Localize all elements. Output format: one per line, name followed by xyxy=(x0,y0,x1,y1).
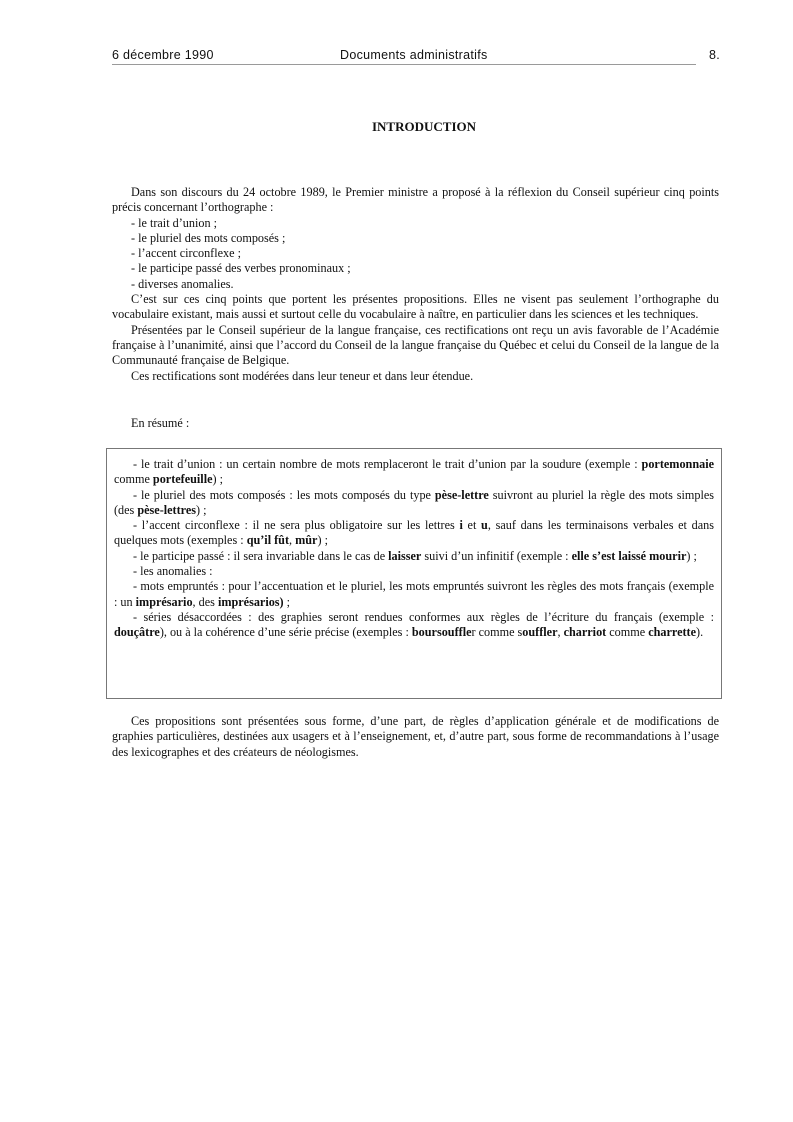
summary-pluriel: - le pluriel des mots composés : les mots composés du type pèse-lettre suivront au pluriel la règle des mots simples (des pèse-lettres) ; xyxy=(114,487,715,517)
closing-paragraph: Ces propositions sont présentées sous forme, d’une part, de règles d’application générale et de modifications de graphies particulières, destinées aux usagers et à l’enseignement, et, d’autre part, sous forme de recommandations à l’usage des lexicographes et des créateurs de néologismes. xyxy=(112,714,719,759)
intro-paragraph-4: Ces rectifications sont modérées dans leur teneur et dans leur étendue. xyxy=(131,368,474,383)
running-header xyxy=(112,48,720,68)
summary-anomalies: - les anomalies : xyxy=(133,564,213,579)
header-date: 6 décembre 1990 xyxy=(112,48,214,62)
point-item: - l’accent circonflexe ; xyxy=(131,246,241,261)
summary-participe: - le participe passé : il sera invariable dans le cas de laisser suivi d’un infinitif (exemple : elle s’est laissé mourir) ; xyxy=(133,548,697,563)
summary-series: - séries désaccordées : des graphies seront rendues conformes aux règles de l’écriture du français (exemple : douçâtre), ou à la cohérence d’une série précise (exemples : boursouffler comme souffler, charriot comme charrette). xyxy=(114,609,714,640)
point-item: - le trait d’union ; xyxy=(131,215,217,230)
intro-paragraph-3: Présentées par le Conseil supérieur de la langue française, ces rectifications ont reçu un avis favorable de l’Académie française à l’unanimité, ainsi que l’accord du Conseil de la langue française du Québec et celui du Conseil de la langue de la Communauté française de Belgique. xyxy=(112,322,719,368)
summary-trait-union: - le trait d’union : un certain nombre de mots remplaceront le trait d’union par la soudure (exemple : portemonnaie comme portefeuille) ; xyxy=(114,457,714,487)
header-page-number: 8. xyxy=(708,48,720,62)
intro-paragraph-1: Dans son discours du 24 octobre 1989, le Premier ministre a proposé à la réflexion du Conseil supérieur cinq points précis concernant l’orthographe : xyxy=(112,185,719,215)
closing-section xyxy=(112,714,719,760)
resume-label-block xyxy=(112,416,719,431)
header-rule xyxy=(112,64,696,65)
intro-section xyxy=(112,185,719,384)
summary-box xyxy=(106,448,722,699)
intro-paragraph-2: C’est sur ces cinq points que portent les présentes propositions. Elles ne visent pas seulement l’orthographe du vocabulaire existant, mais aussi et surtout celle du vocabulaire à naître, en particulier dans les sciences et les techniques. xyxy=(112,292,719,322)
point-item: - le pluriel des mots composés ; xyxy=(131,230,286,245)
point-item: - le participe passé des verbes pronominaux ; xyxy=(131,261,351,276)
resume-label: En résumé : xyxy=(131,416,190,430)
point-item: - diverses anomalies. xyxy=(131,276,234,291)
page-title: INTRODUCTION xyxy=(371,119,476,134)
summary-accent: - l’accent circonflexe : il ne sera plus obligatoire sur les lettres i et u, sauf dans les terminaisons verbales et dans quelques mots (exemples : qu’il fût, mûr) ; xyxy=(114,518,714,548)
header-section: Documents administratifs xyxy=(340,48,488,62)
summary-empruntes: - mots empruntés : pour l’accentuation et le pluriel, les mots empruntés suivront les règles des mots français (exemple : un imprésario, des imprésarios) ; xyxy=(114,579,714,609)
